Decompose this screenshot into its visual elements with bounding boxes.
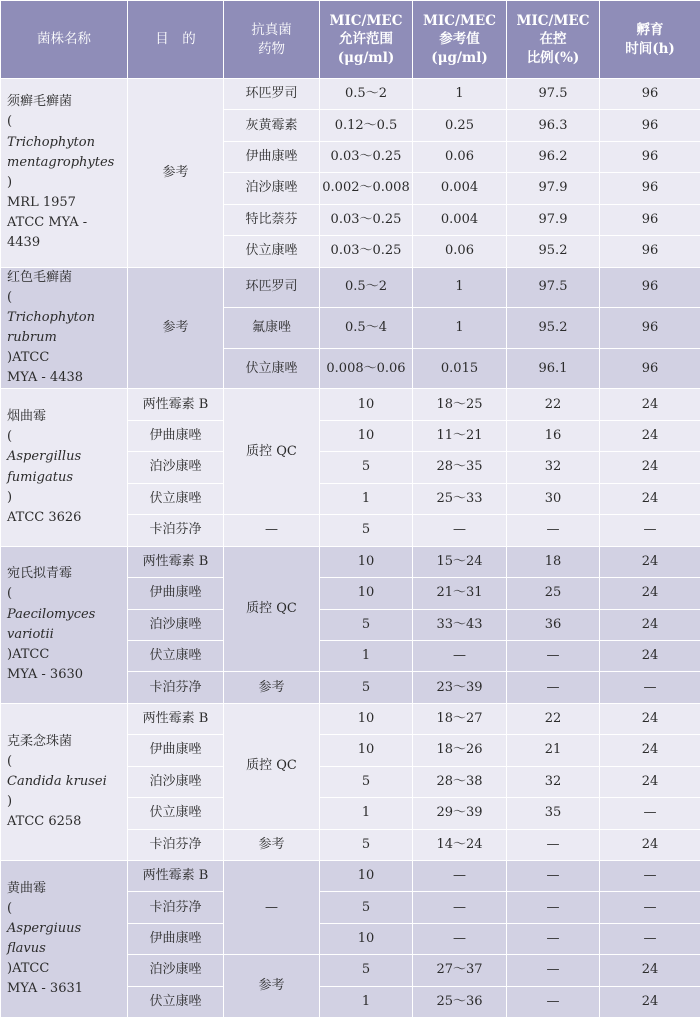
reference-value-cell: 28～35: [413, 452, 507, 483]
reference-value-cell: 27～37: [413, 955, 507, 986]
purpose-cell: 参考: [128, 267, 224, 389]
drug-cell: 伏立康唑: [128, 483, 224, 514]
drug-cell: 卡泊芬净: [128, 829, 224, 860]
strain-name-part: )ATCC: [7, 961, 49, 976]
ratio-cell: 35: [507, 798, 600, 829]
strain-name-cell: [1, 79, 128, 268]
table-row: [1, 703, 700, 734]
drug-cell: 伏立康唑: [128, 640, 224, 671]
table-row: [1, 546, 700, 577]
reference-value-cell: 14～24: [413, 829, 507, 860]
header-range-line2: 允许范围: [320, 30, 412, 48]
range-cell: 10: [320, 420, 413, 451]
header-strain: 菌株名称: [1, 1, 128, 79]
strain-name-part: rubrum: [7, 330, 57, 345]
header-reference: [413, 1, 507, 79]
reference-value-cell: 15～24: [413, 546, 507, 577]
incubation-time-cell: 24: [600, 703, 700, 734]
reference-value-cell: 25～36: [413, 986, 507, 1017]
incubation-time-cell: 96: [600, 79, 700, 110]
header-ratio: [507, 1, 600, 79]
reference-value-cell: 18～26: [413, 735, 507, 766]
drug-cell: 两性霉素 B: [128, 389, 224, 420]
incubation-time-cell: —: [600, 923, 700, 954]
header-purpose: 目 的: [128, 1, 224, 79]
incubation-time-cell: 24: [600, 986, 700, 1017]
incubation-time-cell: 24: [600, 389, 700, 420]
header-reference-line1: MIC/MEC: [413, 12, 506, 30]
ratio-cell: 22: [507, 703, 600, 734]
ratio-cell: 96.2: [507, 141, 600, 172]
ratio-cell: 96.3: [507, 110, 600, 141]
incubation-time-cell: 96: [600, 348, 700, 389]
ratio-cell: 18: [507, 546, 600, 577]
incubation-time-cell: 24: [600, 452, 700, 483]
header-drug-line1: 抗真菌: [224, 21, 319, 39]
strain-name-part: ): [7, 794, 12, 809]
incubation-time-cell: 96: [600, 236, 700, 267]
drug-cell: 两性霉素 B: [128, 703, 224, 734]
strain-name-part: Trichophyton: [7, 310, 95, 325]
ratio-cell: 96.1: [507, 348, 600, 389]
purpose-cell: 质控 QC: [224, 389, 320, 515]
strain-name-part: 烟曲霉: [7, 409, 46, 424]
strain-name-part: (: [7, 429, 12, 444]
ratio-cell: 95.2: [507, 308, 600, 349]
purpose-cell: 参考: [224, 829, 320, 860]
range-cell: 5: [320, 892, 413, 923]
reference-value-cell: 0.015: [413, 348, 507, 389]
reference-value-cell: 23～39: [413, 672, 507, 703]
reference-value-cell: 29～39: [413, 798, 507, 829]
ratio-cell: 32: [507, 766, 600, 797]
incubation-time-cell: 24: [600, 829, 700, 860]
range-cell: 10: [320, 703, 413, 734]
strain-name-part: Aspergillus: [7, 449, 81, 464]
range-cell: 10: [320, 923, 413, 954]
reference-value-cell: 21～31: [413, 578, 507, 609]
ratio-cell: —: [507, 923, 600, 954]
range-cell: 10: [320, 578, 413, 609]
purpose-cell: 参考: [224, 955, 320, 1018]
incubation-time-cell: 24: [600, 578, 700, 609]
header-reference-line3: (μg/ml): [413, 49, 506, 67]
strain-name-part: ATCC 3626: [7, 510, 81, 525]
drug-cell: 环匹罗司: [224, 79, 320, 110]
incubation-time-cell: —: [600, 672, 700, 703]
reference-value-cell: 18～27: [413, 703, 507, 734]
ratio-cell: 36: [507, 609, 600, 640]
strain-name-cell: [1, 861, 128, 1018]
reference-value-cell: —: [413, 923, 507, 954]
reference-value-cell: 1: [413, 267, 507, 308]
reference-value-cell: 11～21: [413, 420, 507, 451]
table-row: [1, 267, 700, 308]
ratio-cell: 32: [507, 452, 600, 483]
range-cell: 0.008～0.06: [320, 348, 413, 389]
ratio-cell: 97.9: [507, 173, 600, 204]
range-cell: 0.03～0.25: [320, 236, 413, 267]
reference-value-cell: 1: [413, 79, 507, 110]
range-cell: 1: [320, 986, 413, 1017]
reference-value-cell: 0.25: [413, 110, 507, 141]
strain-name-part: MRL 1957: [7, 195, 76, 210]
incubation-time-cell: 96: [600, 110, 700, 141]
incubation-time-cell: —: [600, 798, 700, 829]
range-cell: 0.03～0.25: [320, 141, 413, 172]
ratio-cell: 97.9: [507, 204, 600, 235]
header-time-line2: 时间(h): [600, 40, 700, 58]
strain-name-part: flavus: [7, 941, 46, 956]
reference-value-cell: —: [413, 515, 507, 546]
strain-name-part: variotii: [7, 627, 54, 642]
drug-cell: 泊沙康唑: [128, 955, 224, 986]
drug-cell: 环匹罗司: [224, 267, 320, 308]
incubation-time-cell: 24: [600, 955, 700, 986]
strain-name-part: Candida krusei: [7, 774, 107, 789]
drug-cell: 伊曲康唑: [128, 735, 224, 766]
ratio-cell: —: [507, 986, 600, 1017]
ratio-cell: 97.5: [507, 267, 600, 308]
purpose-cell: —: [224, 515, 320, 546]
strain-name-part: ): [7, 490, 12, 505]
drug-cell: 泊沙康唑: [128, 452, 224, 483]
range-cell: 5: [320, 672, 413, 703]
reference-value-cell: 0.004: [413, 173, 507, 204]
incubation-time-cell: 96: [600, 308, 700, 349]
strain-name-part: MYA - 3631: [7, 981, 83, 996]
ratio-cell: 97.5: [507, 79, 600, 110]
reference-value-cell: 33～43: [413, 609, 507, 640]
ratio-cell: —: [507, 861, 600, 892]
range-cell: 5: [320, 955, 413, 986]
strain-name-part: mentagrophytes: [7, 155, 114, 170]
incubation-time-cell: 24: [600, 735, 700, 766]
strain-name-part: 须癣毛癣菌: [7, 94, 72, 109]
drug-cell: 泊沙康唑: [224, 173, 320, 204]
range-cell: 5: [320, 452, 413, 483]
reference-value-cell: —: [413, 861, 507, 892]
header-reference-line2: 参考值: [413, 30, 506, 48]
header-range: [320, 1, 413, 79]
purpose-cell: 质控 QC: [224, 703, 320, 829]
strain-name-part: 宛氏拟青霉: [7, 566, 72, 581]
strain-name-part: 4439: [7, 235, 40, 250]
purpose-cell: 参考: [224, 672, 320, 703]
header-ratio-line2: 在控: [507, 30, 599, 48]
header-range-line3: (μg/ml): [320, 49, 412, 67]
reference-value-cell: 0.06: [413, 141, 507, 172]
strain-name-part: ATCC MYA -: [7, 215, 87, 230]
drug-cell: 特比萘芬: [224, 204, 320, 235]
drug-cell: 卡泊芬净: [128, 515, 224, 546]
reference-value-cell: —: [413, 640, 507, 671]
drug-cell: 卡泊芬净: [128, 672, 224, 703]
ratio-cell: —: [507, 672, 600, 703]
header-time: [600, 1, 700, 79]
strain-name-part: MYA - 4438: [7, 370, 83, 385]
strain-name-part: 黄曲霉: [7, 881, 46, 896]
table-row: [1, 861, 700, 892]
range-cell: 0.5～4: [320, 308, 413, 349]
range-cell: 0.03～0.25: [320, 204, 413, 235]
purpose-cell: 参考: [128, 79, 224, 268]
drug-cell: 伊曲康唑: [128, 923, 224, 954]
range-cell: 1: [320, 640, 413, 671]
drug-cell: 卡泊芬净: [128, 892, 224, 923]
drug-cell: 伏立康唑: [128, 798, 224, 829]
incubation-time-cell: 24: [600, 546, 700, 577]
reference-value-cell: 25～33: [413, 483, 507, 514]
ratio-cell: —: [507, 892, 600, 923]
incubation-time-cell: 24: [600, 766, 700, 797]
drug-cell: 伊曲康唑: [128, 578, 224, 609]
header-ratio-line1: MIC/MEC: [507, 12, 599, 30]
drug-cell: 泊沙康唑: [128, 766, 224, 797]
ratio-cell: 95.2: [507, 236, 600, 267]
ratio-cell: 25: [507, 578, 600, 609]
strain-name-part: fumigatus: [7, 470, 73, 485]
range-cell: 10: [320, 546, 413, 577]
range-cell: 0.12～0.5: [320, 110, 413, 141]
header-time-line1: 孵育: [600, 21, 700, 39]
incubation-time-cell: 96: [600, 267, 700, 308]
incubation-time-cell: —: [600, 892, 700, 923]
drug-cell: 伊曲康唑: [224, 141, 320, 172]
table-body: [1, 79, 700, 1018]
strain-name-cell: [1, 546, 128, 703]
incubation-time-cell: 96: [600, 141, 700, 172]
strain-name-part: ): [7, 175, 12, 190]
reference-value-cell: 28～38: [413, 766, 507, 797]
strain-name-part: MYA - 3630: [7, 667, 83, 682]
ratio-cell: 30: [507, 483, 600, 514]
drug-cell: 两性霉素 B: [128, 861, 224, 892]
drug-cell: 伊曲康唑: [128, 420, 224, 451]
strain-name-part: Trichophyton: [7, 135, 95, 150]
header-ratio-line3: 比例(%): [507, 49, 599, 67]
ratio-cell: 21: [507, 735, 600, 766]
range-cell: 10: [320, 735, 413, 766]
ratio-cell: 16: [507, 420, 600, 451]
drug-cell: 灰黄霉素: [224, 110, 320, 141]
strain-name-part: (: [7, 114, 12, 129]
ratio-cell: —: [507, 829, 600, 860]
range-cell: 5: [320, 609, 413, 640]
range-cell: 10: [320, 861, 413, 892]
ratio-cell: —: [507, 955, 600, 986]
incubation-time-cell: —: [600, 515, 700, 546]
strain-name-part: (: [7, 754, 12, 769]
purpose-cell: —: [224, 861, 320, 955]
incubation-time-cell: 24: [600, 640, 700, 671]
reference-value-cell: 0.06: [413, 236, 507, 267]
reference-value-cell: 1: [413, 308, 507, 349]
strain-name-part: )ATCC: [7, 647, 49, 662]
strain-name-part: 克柔念珠菌: [7, 734, 72, 749]
strain-name-part: (: [7, 586, 12, 601]
strain-name-part: (: [7, 901, 12, 916]
range-cell: 1: [320, 483, 413, 514]
range-cell: 5: [320, 515, 413, 546]
ratio-cell: —: [507, 640, 600, 671]
range-cell: 10: [320, 389, 413, 420]
strain-name-part: (: [7, 290, 12, 305]
strain-name-cell: [1, 703, 128, 860]
reference-value-cell: 18～25: [413, 389, 507, 420]
incubation-time-cell: 24: [600, 420, 700, 451]
strain-name-part: Paecilomyces: [7, 607, 95, 622]
header-drug: [224, 1, 320, 79]
incubation-time-cell: —: [600, 861, 700, 892]
range-cell: 0.5～2: [320, 267, 413, 308]
incubation-time-cell: 96: [600, 173, 700, 204]
strain-name-part: ATCC 6258: [7, 814, 81, 829]
reference-value-cell: —: [413, 892, 507, 923]
purpose-cell: 质控 QC: [224, 546, 320, 672]
incubation-time-cell: 24: [600, 483, 700, 514]
strain-name-cell: [1, 267, 128, 389]
range-cell: 0.002～0.008: [320, 173, 413, 204]
range-cell: 5: [320, 829, 413, 860]
header-drug-line2: 药物: [224, 40, 319, 58]
strain-name-cell: [1, 389, 128, 546]
table-row: [1, 79, 700, 110]
drug-cell: 泊沙康唑: [128, 609, 224, 640]
drug-cell: 伏立康唑: [224, 348, 320, 389]
range-cell: 1: [320, 798, 413, 829]
ratio-cell: 22: [507, 389, 600, 420]
header-row: [1, 1, 700, 79]
strain-name-part: )ATCC: [7, 350, 49, 365]
incubation-time-cell: 96: [600, 204, 700, 235]
range-cell: 0.5～2: [320, 79, 413, 110]
header-range-line1: MIC/MEC: [320, 12, 412, 30]
ratio-cell: —: [507, 515, 600, 546]
drug-cell: 伏立康唑: [224, 236, 320, 267]
table-row: [1, 389, 700, 420]
strain-name-part: Aspergiuus: [7, 921, 81, 936]
drug-cell: 伏立康唑: [128, 986, 224, 1017]
incubation-time-cell: 24: [600, 609, 700, 640]
reference-value-cell: 0.004: [413, 204, 507, 235]
drug-cell: 两性霉素 B: [128, 546, 224, 577]
drug-cell: 氟康唑: [224, 308, 320, 349]
strain-name-part: 红色毛癣菌: [7, 270, 72, 285]
range-cell: 5: [320, 766, 413, 797]
